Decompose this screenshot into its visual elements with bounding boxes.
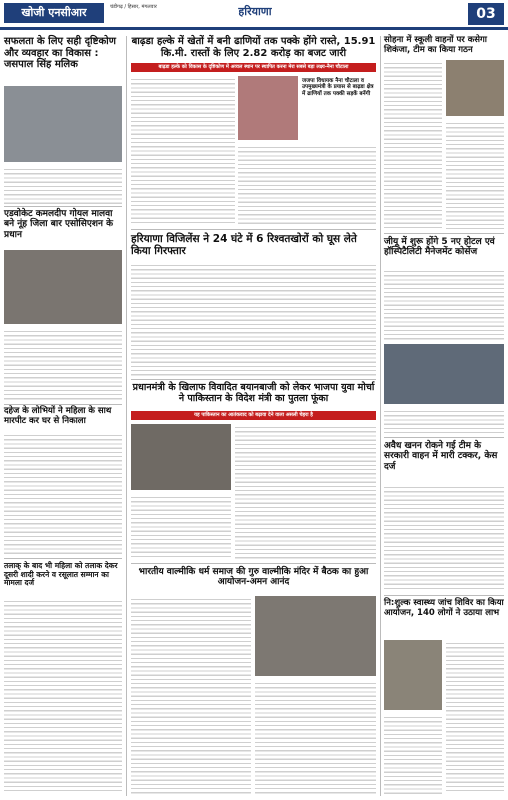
- vigilance-body: [131, 262, 376, 376]
- left-story-4-headline: तलाक् के बाद भी महिला को तलाक देकर दूसरी शादी करने व रसूलात सम्मान का मामला दर्ज: [4, 561, 118, 588]
- right-story-1-headline: सोहना में स्कूली वाहनों पर कसेगा शिकंजा, टीम का किया गठन: [384, 35, 487, 55]
- left-story-3-headline: दहेज के लोभियों ने महिला के साथ मारपीट कर घर से निकाला: [4, 406, 112, 426]
- main-body-col-2: [238, 144, 376, 226]
- main-headline: बाढ़डा हल्के में खेतों में बनी ढाणियों तक पक्के होंगे रास्ते, 15.91 कि.मी. रास्तों के लिए 2.82 करोड़ का बजट जारी: [131, 36, 376, 59]
- right-story-2-headline: जीयू में शुरू होंगे 5 नए होटल एवं हॉस्पिटैलिटी मैनेजमेंट कोर्सेज: [384, 237, 495, 258]
- valmiki-headline: भारतीय वाल्मीकि धर्म समाज की गुरु वाल्मीकि मंदिर में बैठक का हुआ आयोजन-अमन आनंद: [138, 567, 369, 588]
- right-story-4-body: [446, 640, 504, 794]
- right-story-3-body: [384, 484, 504, 592]
- main-strap: बाढ़डा हल्के को विकास के दृष्टिकोण में अव्वल स्थान पर स्थापित करना मेरा सबसे बड़ा लक्ष्य-नैना चौटाला: [131, 63, 376, 72]
- protest-body-col-2: [235, 424, 376, 560]
- right-story-4-body-2: [384, 714, 442, 794]
- left-story-4-body: [4, 598, 122, 794]
- masthead: [0, 0, 508, 30]
- leader-photo: [238, 76, 298, 140]
- left-story-2-body: [4, 328, 122, 402]
- pull-quote: जजपा विधायक नैना चौटाला व उपमुख्यमंत्री के प्रयास से बाढ़डा क्षेत्र में ढाणियों तक पक्की सड़कें बनेंगी: [302, 78, 374, 97]
- right-story-1-body-2: [446, 120, 504, 230]
- valmiki-body: [131, 596, 251, 794]
- meeting-photo: [255, 596, 376, 676]
- left-story-1-headline: सफलता के लिए सही दृष्टिकोण और व्यवहार का विकास : जसपाल सिंह मलिक: [4, 36, 116, 70]
- vigilance-headline: हरियाणा विजिलेंस ने 24 घंटे में 6 रिश्वतखोरों को घूस लेते किया गिरफ्तार: [131, 233, 357, 258]
- protest-body-col-1: [131, 494, 231, 560]
- officer-photo: [446, 60, 504, 116]
- right-story-2-body: [384, 268, 504, 340]
- protest-strap: यह पाकिस्तान का आतंकवाद को बढ़ावा देने वाला असली चेहरा है: [131, 411, 376, 420]
- dateline: चंडीगढ़ / हिसार, मंगलवार: [110, 4, 157, 10]
- right-story-4-headline: नि:शुल्क स्वास्थ्य जांच शिविर का किया आयोजन, 140 लोगों ने उठाया लाभ: [384, 598, 504, 618]
- protest-photo: [131, 424, 231, 490]
- left-story-3-body: [4, 432, 122, 556]
- valmiki-body-2: [255, 680, 376, 794]
- protest-headline: प्रधानमंत्री के खिलाफ विवादित बयानबाजी को लेकर भाजपा युवा मोर्चा ने पाकिस्तान के विदेश मंत्री का पुतला फूंका: [132, 382, 375, 404]
- university-photo: [384, 344, 504, 404]
- right-story-1-body: [384, 60, 442, 230]
- group-photo: [4, 250, 122, 324]
- main-body-col-1: [131, 76, 235, 226]
- health-camp-photo: [384, 640, 442, 710]
- speaker-photo: [4, 86, 122, 162]
- right-story-3-headline: अवैध खनन रोकने गई टीम के सरकारी वाहन में मारी टक्कर, केस दर्ज: [384, 441, 498, 472]
- left-story-1-body: [4, 166, 122, 204]
- left-story-2-headline: एडवोकेट कमलदीप गोयल मालवा बने नूंह जिला बार एसोसिएशन के प्रधान: [4, 209, 113, 240]
- page-number: 03: [468, 3, 504, 25]
- section-name: हरियाणा: [238, 5, 272, 18]
- right-story-2-body-2: [384, 408, 504, 434]
- newspaper-logo: खोजी एनसीआर: [4, 3, 104, 23]
